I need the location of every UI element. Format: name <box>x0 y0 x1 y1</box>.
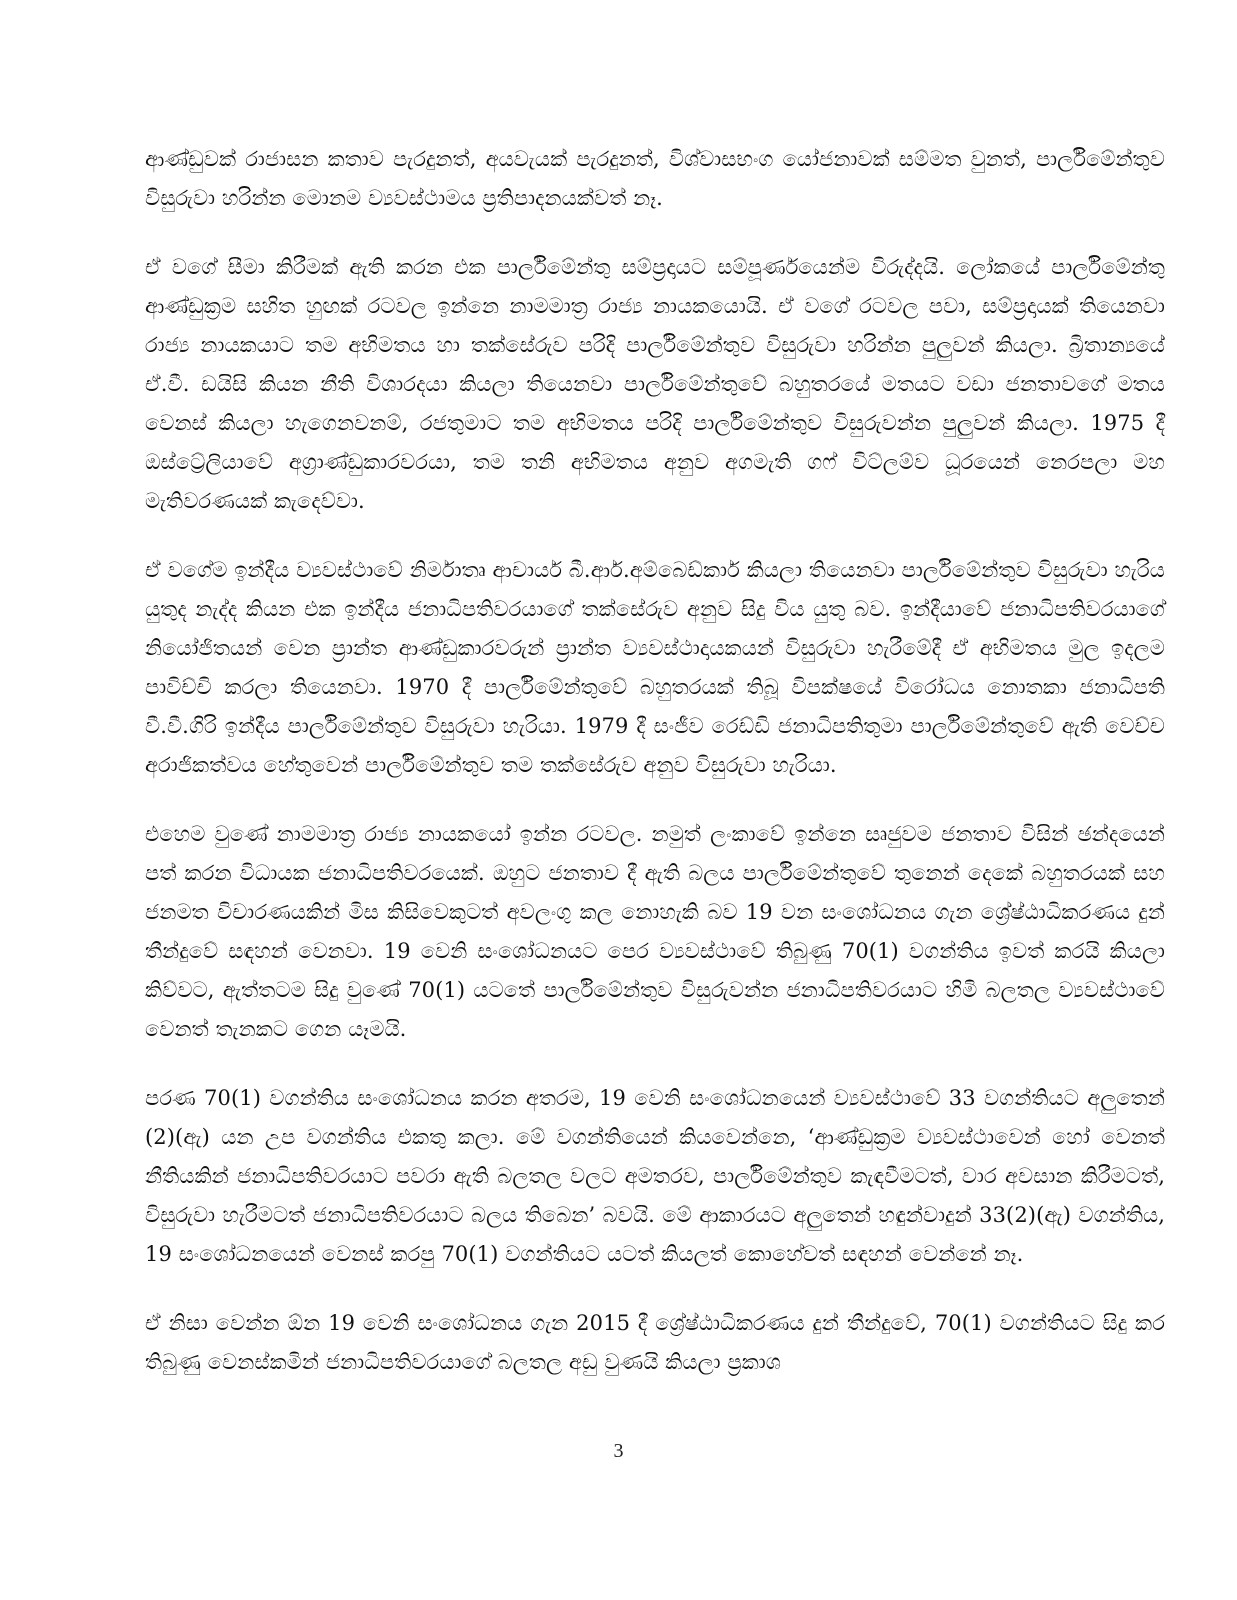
paragraph-5: පරණ 70(1) වගන්තිය සංශෝධනය කරන අතරම, 19 වෙනි සංශෝධනයෙන් ව්‍යවස්ථාවේ 33 වගන්තියට අලුතෙන් (2)(ඇ) යන උප වගන්තිය එකතු කලා. මේ වගන්තියෙන් කියවෙන්නෙ, ‘ආණ්ඩුක්‍රම ව්‍යවස්ථාවෙන් හෝ වෙනත් නීතියකින් ජනාධිපතිවරයාට පවරා ඇති බලතල වලට අමතරව, පාර්ලිමේන්තුව කැඳවීමටත්, වාර අවසාන කිරීමටත්, විසුරුවා හැරීමටත් ජනාධිපතිවරයාට බලය තිබෙන’ බවයි. මේ ආකාරයට අලුතෙන් හඳුන්වාදුන් 33(2)(ඇ) වගන්තිය, 19 සංශෝධනයෙන් වෙනස් කරපු 70(1) වගන්තියට යටත් කියලත් කොහේවත් සඳහන් වෙන්නේ නෑ. <box>145 1086 1165 1266</box>
paragraph-2: ඒ වගේ සීමා කිරීමක් ඇති කරන එක පාර්ලිමේන්තු සම්ප්‍රදායට සම්පූර්ණයෙන්ම විරුද්දයි. ලෝකයේ පාර්ලිමේන්තු ආණ්ඩුක්‍රම සහිත හුඟක් රටවල ඉන්නෙ නාමමාත්‍ර රාජ්‍ය නායකයොයි. ඒ වගේ රටවල පවා, සම්ප්‍රදායක් තියෙනවා රාජ්‍ය නායකයාට තම අභිමතය හා තක්සේරුව පරිදි පාර්ලිමේන්තුව විසුරුවා හරින්න පුලුවන් කියලා. බ්‍රිතාන්‍යයේ ඒ.වී. ඩයිසි කියන නීති විශාරදයා කියලා තියෙනවා පාර්ලිමේන්තුවේ බහුතරයේ මතයට වඩා ජනතාවගේ මතය වෙනස් කියලා හැගෙනවනම්, රජතුමාට තම අභිමතය පරිදි පාර්ලිමේන්තුව විසුරුවන්න පුලුවන් කියලා. 1975 දී ඔස්ට්‍රේලියාවේ අග්‍රාණ්ඩුකාරවරයා, තම තනි අභිමතය අනුව අගමැති ගෆ් විට්ලම්ව ධූරයෙන් නෙරපලා මහ මැතිවරණයක් කැදෙව්වා. <box>145 255 1165 513</box>
document-body <box>145 140 1165 1412</box>
paragraph-6: ඒ නිසා වෙන්න ඕන 19 වෙනි සංශෝධනය ගැන 2015 දී ශ්‍රේෂ්ඨාධිකරණය දුන් තීන්දුවේ, 70(1) වගන්තියට සිදු කර තිබුණු වෙනස්කමින් ජනාධිපතිවරයාගේ බලතල අඩු වුණයි කියලා ප්‍රකාශ <box>145 1311 1165 1374</box>
paragraph-1: ආණ්ඩුවක් රාජාසන කතාව පැරදුනත්, අයවැයක් පැරදුනත්, විශ්වාසභංග යෝජනාවක් සම්මත වුනත්, පාර්ලිමේන්තුව විසුරුවා හරින්න මොනම ව්‍යවස්ථාමය ප්‍රතිපාදනයක්වත් නෑ. <box>145 147 1165 210</box>
paragraph-3: ඒ වගේම ඉන්දීය ව්‍යවස්ථාවේ නිර්මාතෘ ආචාර්ය බී.ආර්.අම්බෙඩ්කාර් කියලා තියෙනවා පාර්ලිමේන්තුව විසුරුවා හැරිය යුතුද නැද්ද කියන එක ඉන්දීය ජනාධිපතිවරයාගේ තක්සේරුව අනුව සිදු විය යුතු බව. ඉන්දීයාවේ ජනාධිපතිවරයාගේ නියෝජිතයන් වෙන ප්‍රාන්ත ආණ්ඩුකාරවරුන් ප්‍රාන්ත ව්‍යවස්ථාදායකයන් විසුරුවා හැරීමේදී ඒ අභිමතය මුල ඉදලම පාවිච්චි කරලා තියෙනවා. 1970 දී පාර්ලිමේන්තුවේ බහුතරයක් තිබූ විපක්ෂයේ විරෝධය නොතකා ජනාධිපති වී.වී.ගිරි ඉන්දීය පාර්ලිමේන්තුව විසුරුවා හැරියා. 1979 දී සංජීව රෙඩ්ඩි ජනාධිපතිතුමා පාර්ලිමේන්තුවේ ඇති වෙච්ච අරාජිකත්වය හේතුවෙන් පාර්ලිමේන්තුව තම තක්සේරුව අනුව විසුරුවා හැරියා. <box>145 558 1165 777</box>
paragraph-4: එහෙම වුණේ නාමමාත්‍ර රාජ්‍ය නායකයෝ ඉන්න රටවල. නමුත් ලංකාවේ ඉන්නෙ සෘජුවම ජනතාව විසින් ඡන්දයෙන් පත් කරන විධායක ජනාධිපතිවරයෙක්. ඔහුට ජනතාව දී ඇති බලය පාර්ලිමේන්තුවේ තුනෙන් දෙකේ බහුතරයක් සහ ජනමත විචාරණයකින් මිස කිසිවෙකුටත් අවලංගු කල නොහැකි බව 19 වන සංශෝධනය ගැන ශ්‍රේෂ්ඨාධිකරණය දුන් තීන්දුවේ සඳහන් වෙනවා. 19 වෙනි සංශෝධනයට පෙර ව්‍යවස්ථාවේ තිබුණු 70(1) වගන්තිය ඉවත් කරයි කියලා කිව්වට, ඇත්තටම සිදු වුණේ 70(1) යටතේ පාර්ලිමේන්තුව විසුරුවන්න ජනාධිපතිවරයාට හිමි බලතල ව්‍යවස්ථාවේ වෙනත් තැනකට ගෙන යෑමයි. <box>145 822 1165 1041</box>
page-number: 3 <box>613 1440 624 1462</box>
